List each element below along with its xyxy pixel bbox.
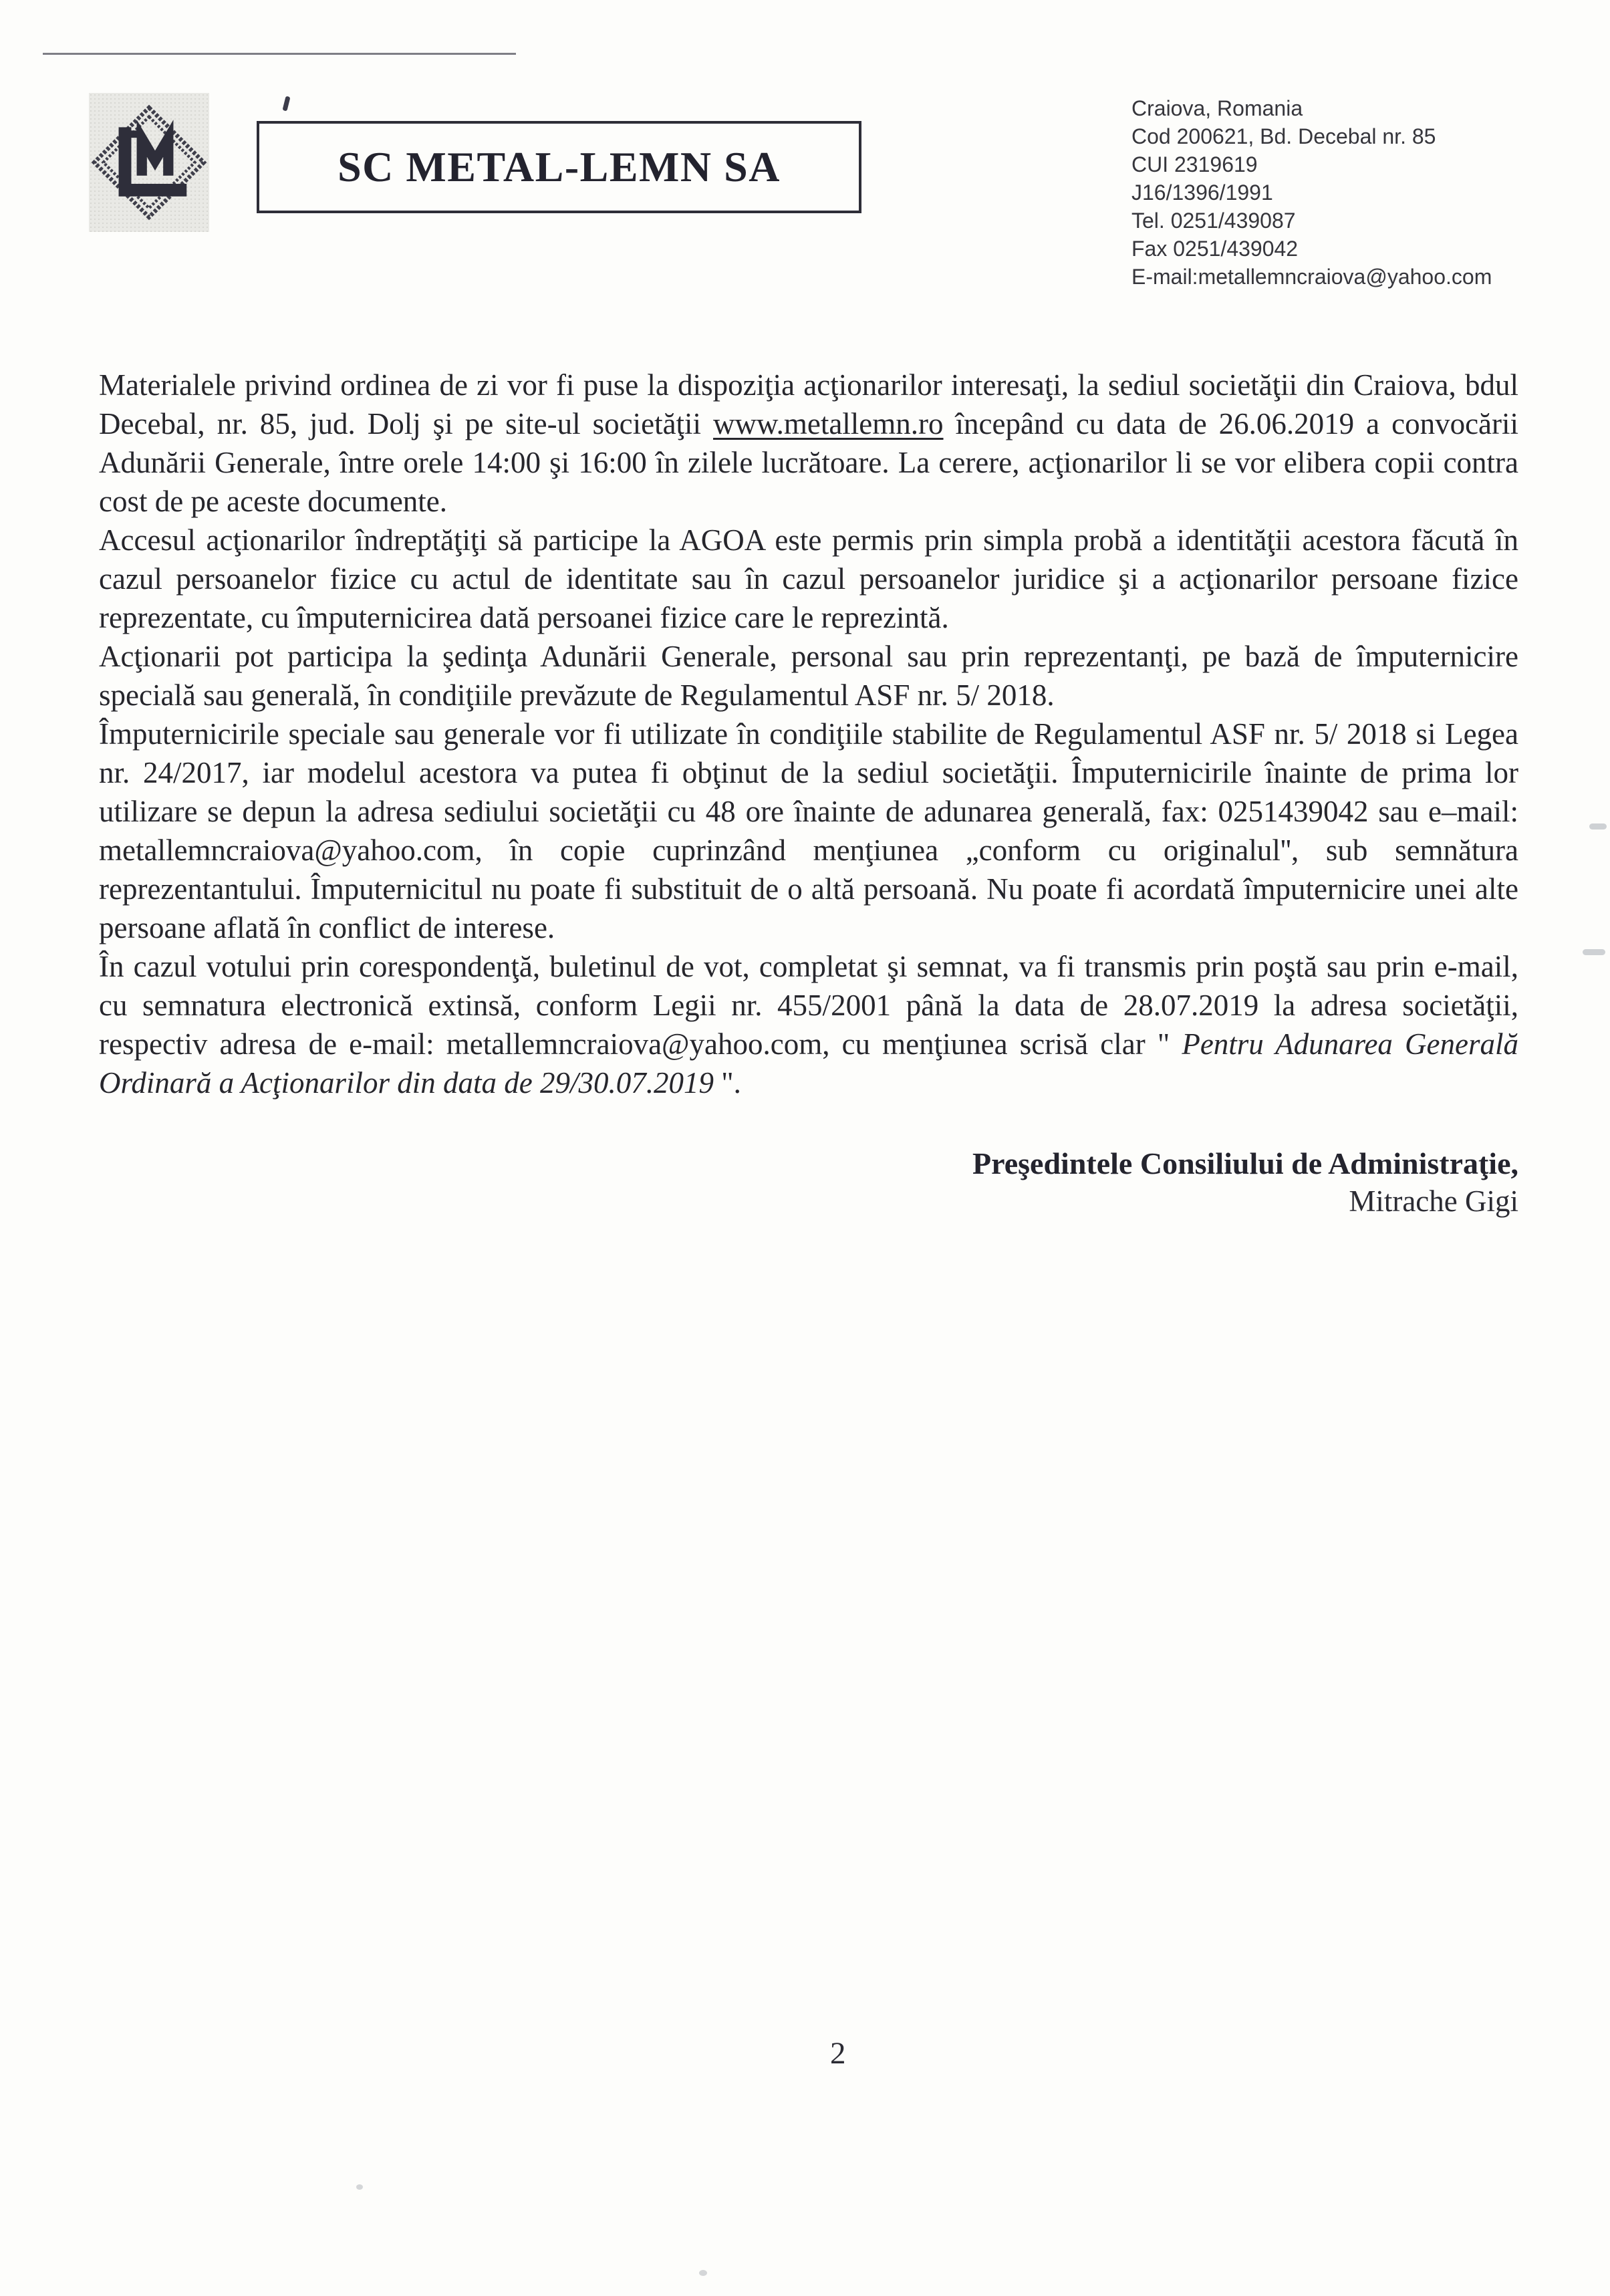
- scan-artifact-line: [43, 53, 516, 55]
- body-text: [99, 366, 1518, 1102]
- body-paragraph: [99, 715, 1518, 947]
- company-logo: [89, 93, 209, 232]
- signature-block: [716, 1144, 1518, 1221]
- company-info-line: E-mail:metallemncraiova@yahoo.com: [1131, 265, 1492, 289]
- body-paragraph: [99, 637, 1518, 715]
- text-run: În cazul votului prin corespondenţă, buletinul de vot, completat şi semnat, va fi transmis prin poştă sau prin e-mail, cu semnatura electronică extinsă, conform Legii nr. 455/2001 până la data de 28.07.2019 la adresa societăţii, respectiv adresa de e-mail: metallemncraiova@yahoo.com, cu menţiunea scrisă clar ": [99, 950, 1518, 1061]
- company-info-line: Fax 0251/439042: [1131, 237, 1299, 261]
- text-run: începând cu data de 26.06.2019 a convocării Adunării Generale, între orele 14:00 şi 16:00 în zilele lucrătoare. La cerere, acţionarilor li se vor elibera copii contra cost de pe aceste documente.: [99, 407, 1519, 518]
- scan-smudge: [1589, 823, 1607, 830]
- company-info-line: Tel. 0251/439087: [1131, 209, 1296, 233]
- body-paragraph: [99, 366, 1518, 521]
- company-info-line: Craiova, Romania: [1131, 96, 1303, 120]
- lm-diamond-logo-icon: [89, 93, 209, 232]
- company-info: [1131, 94, 1573, 291]
- company-title-box: [257, 121, 861, 213]
- italic-mention: Pentru Adunarea Generală Ordinară a Acţionarilor din data de 29/30.07.2019: [99, 1027, 1518, 1100]
- text-run: Accesul acţionarilor îndreptăţiţi să participe la AGOA este permis prin simpla probă a identităţii acestora făcută în cazul persoanelor fizice cu actul de identitate sau în cazul persoanelor juridice şi a acţionarilor persoane fizice reprezentate, cu împuternicirea dată persoanei fizice care le reprezintă.: [99, 523, 1518, 634]
- scan-smudge: [1583, 949, 1605, 955]
- text-run: Acţionarii pot participa la şedinţa Adunării Generale, personal sau prin reprezentanţi, pe bază de împuternicire specială sau generală, în condiţiile prevăzute de Regulamentul ASF nr. 5/ 2018.: [99, 640, 1518, 712]
- company-name: SC METAL-LEMN SA: [338, 143, 781, 190]
- signature-name: Mitrache Gigi: [1349, 1184, 1518, 1218]
- signature-role: Preşedintele Consiliului de Administraţie,: [972, 1146, 1518, 1180]
- scan-artifact-tick: [282, 96, 290, 111]
- company-info-line: Cod 200621, Bd. Decebal nr. 85: [1131, 124, 1436, 148]
- text-run: Împuternicirile speciale sau generale vor fi utilizate în condiţiile stabilite de Regulamentul ASF nr. 5/ 2018 si Legea nr. 24/2017, iar modelul acestora va putea fi obţinut de la sediul societăţii. Împuternicirile înainte de prima lor utilizare se depun la adresa sediului societăţii cu 48 ore înainte de adunarea generală, fax: 0251439042 sau e–mail: metallemncraiova@yahoo.com, în copie cuprinzând menţiunea „conform cu originalul'', sub semnătura reprezentantului. Împuternicitul nu poate fi substituit de o altă persoană. Nu poate fi acordată împuternicire unei alte persoane aflată în conflict de interese.: [99, 717, 1518, 944]
- body-paragraph: [99, 947, 1518, 1102]
- company-info-line: CUI 2319619: [1131, 152, 1258, 176]
- website-link: www.metallemn.ro: [713, 407, 944, 440]
- text-run: ".: [714, 1066, 741, 1100]
- body-paragraph: [99, 521, 1518, 637]
- page-number: 2: [830, 2036, 846, 2071]
- company-info-line: J16/1396/1991: [1131, 180, 1273, 205]
- scan-speck: [699, 2270, 707, 2276]
- scan-speck: [356, 2184, 363, 2190]
- text-run: Materialele privind ordinea de zi vor fi puse la dispoziţia acţionarilor interesaţi, la sediul societăţii din Craiova, bdul Decebal, nr. 85, jud. Dolj şi pe site-ul societăţii: [99, 368, 1518, 440]
